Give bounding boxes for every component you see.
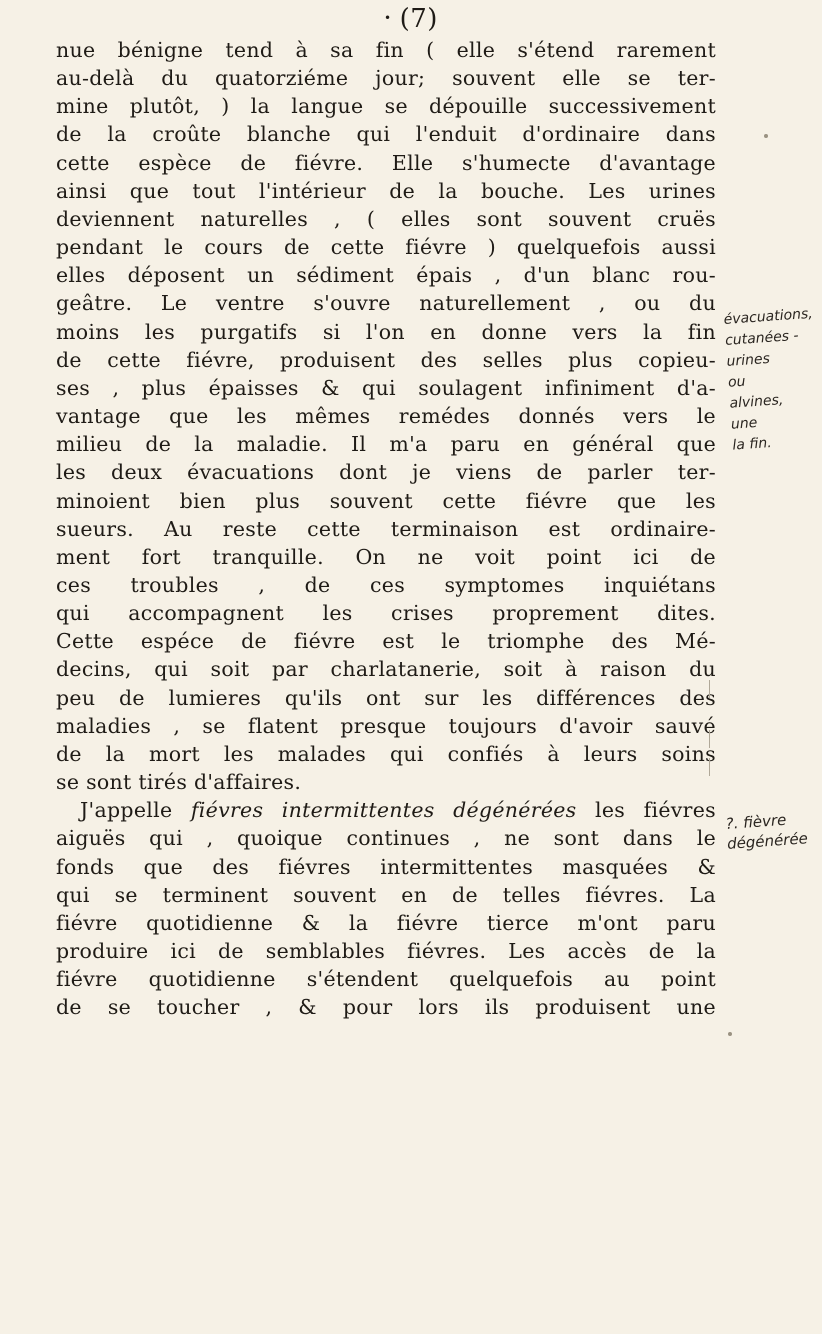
- text-line: fiévre quotidienne & la fiévre tierce m'ont paru: [56, 910, 716, 935]
- text-line: de la mort les malades qui confiés à leurs soins: [56, 741, 716, 766]
- text-line: ses , plus épaisses & qui soulagent infiniment d'a-: [56, 375, 716, 400]
- text-line: mine plutôt, ) la langue se dépouille successivement: [56, 94, 716, 119]
- text-line: ainsi que tout l'intérieur de la bouche. Les urines: [56, 178, 716, 203]
- text-line: decins, qui soit par charlatanerie, soit à raison du: [56, 657, 716, 682]
- text-line: les deux évacuations dont je viens de parler ter-: [56, 460, 716, 485]
- page-number: • (7): [355, 2, 475, 40]
- note-line: cutanées -: [724, 327, 800, 349]
- text-line: de la croûte blanche qui l'enduit d'ordinaire dans: [56, 122, 716, 147]
- defined-term: fiévres intermittentes dégénérées: [190, 798, 577, 823]
- text-line: nue bénigne tend à sa fin ( elle s'étend rarement: [56, 38, 716, 62]
- text-line: ces troubles , de ces symptomes inquiétans: [56, 572, 716, 597]
- handwritten-margin-note: [723, 305, 814, 457]
- text-line: Cette espéce de fiévre est le triomphe des Mé-: [56, 629, 716, 654]
- para2-rest: les fiévres: [595, 798, 716, 823]
- margin-bracket-mark: [709, 730, 713, 748]
- note-line: la fin.: [731, 434, 773, 454]
- text-line: cette espèce de fiévre. Elle s'humecte d'avantage: [56, 150, 716, 175]
- margin-dot-mark: [728, 1032, 732, 1036]
- text-line: sueurs. Au reste cette terminaison est ordinaire-: [56, 516, 716, 541]
- text-line: maladies , se flatent presque toujours d'avoir sauvé: [56, 713, 716, 738]
- text-line: elles déposent un sédiment épais , d'un blanc rou-: [56, 263, 716, 288]
- note-line: évacuations,: [723, 305, 814, 328]
- note-line: urines: [726, 350, 771, 370]
- text-line: fiévre quotidienne s'étendent quelquefois au point: [56, 967, 716, 992]
- handwritten-margin-note-2: ?. fièvre dégénérée: [725, 810, 809, 853]
- margin-bracket-mark: [709, 680, 713, 698]
- text-line: geâtre. Le ventre s'ouvre naturellement , ou du: [56, 291, 716, 316]
- text-line: moins les purgatifs si l'on en donne vers la fin: [56, 319, 716, 344]
- text-line: de cette fiévre, produisent des selles plus copieu-: [56, 347, 716, 372]
- text-line: de se toucher , & pour lors ils produisent une: [56, 995, 716, 1020]
- body-text: [56, 36, 716, 1021]
- text-line: fonds que des fiévres intermittentes masquées &: [56, 854, 716, 879]
- text-line: se sont tirés d'affaires.: [56, 770, 302, 795]
- text-line: deviennent naturelles , ( elles sont souvent cruës: [56, 206, 716, 231]
- margin-dot-mark: [764, 134, 768, 138]
- text-line: milieu de la maladie. Il m'a paru en général que: [56, 432, 716, 457]
- text-line: peu de lumieres qu'ils ont sur les différences des: [56, 685, 716, 710]
- note-line: ou alvines, une: [727, 373, 784, 433]
- text-line: ment fort tranquille. On ne voit point ici de: [56, 544, 716, 569]
- text-line: aiguës qui , quoique continues , ne sont dans le: [56, 826, 716, 851]
- text-line: minoient bien plus souvent cette fiévre que les: [56, 488, 716, 513]
- text-line: vantage que les mêmes remédes donnés vers le: [56, 404, 716, 429]
- text-line: pendant le cours de cette fiévre ) quelquefois aussi: [56, 235, 716, 260]
- paragraph-2-first-line: [56, 796, 716, 824]
- text-line: qui se terminent souvent en de telles fiévres. La: [56, 882, 716, 907]
- text-line: au-delà du quatorziéme jour; souvent elle se ter-: [56, 66, 716, 91]
- text-line: qui accompagnent les crises proprement dites.: [56, 601, 716, 626]
- margin-bracket-mark: [709, 758, 713, 776]
- text-line: produire ici de semblables fiévres. Les accès de la: [56, 939, 716, 963]
- para2-intro: J'appelle: [80, 798, 173, 823]
